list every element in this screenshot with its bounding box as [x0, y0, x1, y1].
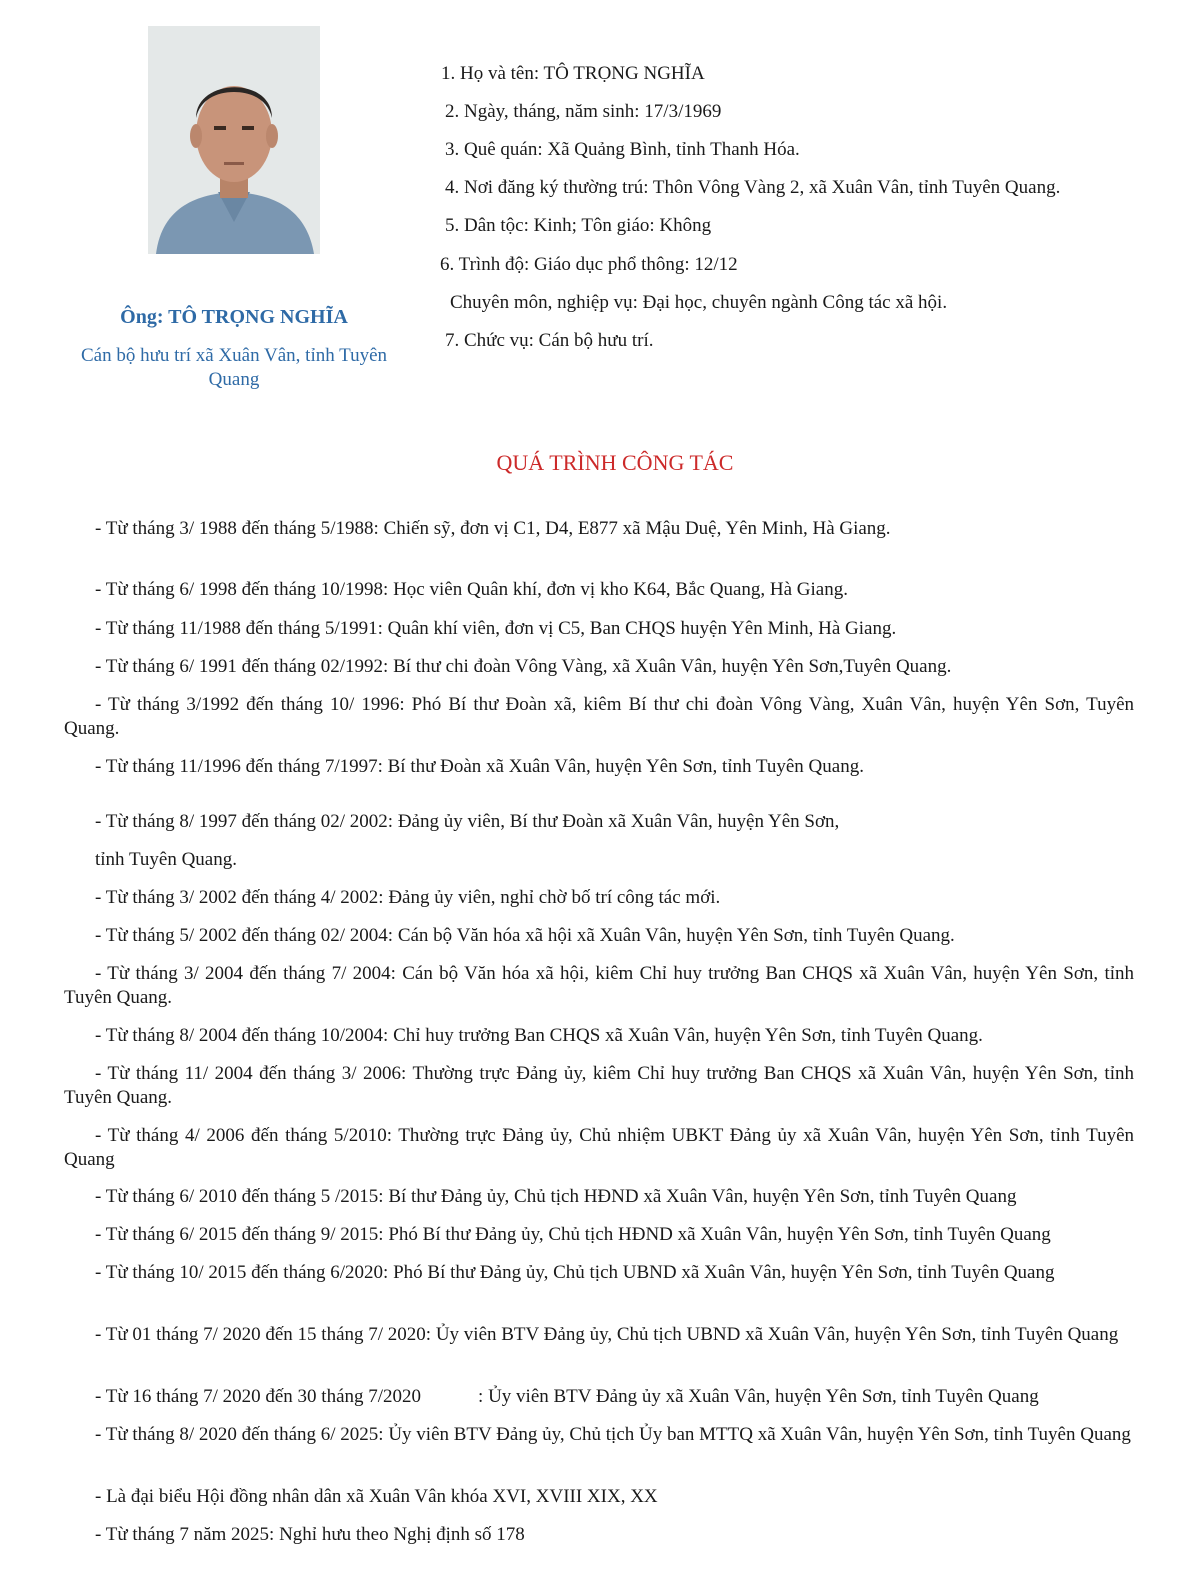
history-entry: - Từ tháng 8/ 2020 đến tháng 6/ 2025: Ủy viên BTV Đảng ủy, Chủ tịch Ủy ban MTTQ xã Xuân Vân, huyện Yên Sơn, tỉnh Tuyên Quang [95, 1424, 1131, 1445]
caption-role: Cán bộ hưu trí xã Xuân Vân, tỉnh Tuyên Quang [80, 345, 388, 390]
history-entry: - Từ tháng 4/ 2006 đến tháng 5/2010: Thường trực Đảng ủy, Chủ nhiệm UBKT Đảng ủy xã Xuân Vân, huyện Yên Sơn, tỉnh Tuyên Quang [64, 1125, 1134, 1170]
history-entry-continuation: tỉnh Tuyên Quang. [95, 849, 237, 870]
info-education: 6. Trình độ: Giáo dục phổ thông: 12/12 [440, 254, 738, 275]
history-entry: - Từ tháng 6/ 1998 đến tháng 10/1998: Học viên Quân khí, đơn vị kho K64, Bắc Quang, Hà Giang. [95, 579, 848, 600]
info-residence: 4. Nơi đăng ký thường trú: Thôn Vông Vàng 2, xã Xuân Vân, tỉnh Tuyên Quang. [445, 177, 1061, 198]
history-entry: - Từ tháng 5/ 2002 đến tháng 02/ 2004: Cán bộ Văn hóa xã hội xã Xuân Vân, huyện Yên Sơn, tỉnh Tuyên Quang. [95, 925, 955, 946]
history-entry: - Từ tháng 7 năm 2025: Nghỉ hưu theo Nghị định số 178 [95, 1524, 525, 1545]
history-entry: - Từ tháng 8/ 2004 đến tháng 10/2004: Chỉ huy trưởng Ban CHQS xã Xuân Vân, huyện Yên Sơn, tỉnh Tuyên Quang. [95, 1025, 983, 1046]
info-ethnicity-religion: 5. Dân tộc: Kinh; Tôn giáo: Không [445, 215, 712, 236]
history-entry: - Từ tháng 3/ 2002 đến tháng 4/ 2002: Đảng ủy viên, nghỉ chờ bố trí công tác mới. [95, 887, 721, 908]
info-birth-date: 2. Ngày, tháng, năm sinh: 17/3/1969 [445, 101, 722, 122]
history-entry: - Từ tháng 3/ 1988 đến tháng 5/1988: Chiến sỹ, đơn vị C1, D4, E877 xã Mậu Duệ, Yên Minh, Hà Giang. [95, 518, 891, 539]
history-entry: - Từ tháng 11/ 2004 đến tháng 3/ 2006: Thường trực Đảng ủy, kiêm Chỉ huy trưởng Ban CHQS xã Xuân Vân, huyện Yên Sơn, tỉnh Tuyên Quang. [64, 1063, 1134, 1108]
history-entry: - Từ tháng 6/ 2015 đến tháng 9/ 2015: Phó Bí thư Đảng ủy, Chủ tịch HĐND xã Xuân Vân, huyện Yên Sơn, tỉnh Tuyên Quang [95, 1224, 1051, 1245]
info-full-name: 1. Họ và tên: TÔ TRỌNG NGHĨA [441, 63, 705, 84]
info-position: 7. Chức vụ: Cán bộ hưu trí. [445, 330, 654, 351]
history-entry: - Từ 01 tháng 7/ 2020 đến 15 tháng 7/ 2020: Ủy viên BTV Đảng ủy, Chủ tịch UBND xã Xuân Vân, huyện Yên Sơn, tỉnh Tuyên Quang [95, 1324, 1119, 1345]
portrait-illustration [148, 26, 320, 254]
history-entry: - Từ tháng 3/ 2004 đến tháng 7/ 2004: Cán bộ Văn hóa xã hội, kiêm Chỉ huy trưởng Ban CHQS xã Xuân Vân, huyện Yên Sơn, tỉnh Tuyên Quang. [64, 963, 1134, 1008]
caption-name: Ông: TÔ TRỌNG NGHĨA [120, 306, 348, 328]
info-hometown: 3. Quê quán: Xã Quảng Bình, tỉnh Thanh Hóa. [445, 139, 800, 160]
info-specialty: Chuyên môn, nghiệp vụ: Đại học, chuyên ngành Công tác xã hội. [450, 292, 948, 313]
portrait-photo [148, 26, 320, 254]
history-entry: - Từ tháng 6/ 1991 đến tháng 02/1992: Bí thư chi đoàn Vông Vàng, xã Xuân Vân, huyện Yên Sơn,Tuyên Quang. [95, 656, 952, 677]
history-entry: - Từ tháng 8/ 1997 đến tháng 02/ 2002: Đảng ủy viên, Bí thư Đoàn xã Xuân Vân, huyện Yên Sơn, [95, 811, 840, 832]
history-entry: - Từ 16 tháng 7/ 2020 đến 30 tháng 7/2020 : Ủy viên BTV Đảng ủy xã Xuân Vân, huyện Yên Sơn, tỉnh Tuyên Quang [95, 1386, 1039, 1407]
history-entry: - Từ tháng 3/1992 đến tháng 10/ 1996: Phó Bí thư Đoàn xã, kiêm Bí thư chi đoàn Vông Vàng, Xuân Vân, huyện Yên Sơn, Tuyên Quang. [64, 694, 1134, 739]
history-entry: - Từ tháng 6/ 2010 đến tháng 5 /2015: Bí thư Đảng ủy, Chủ tịch HĐND xã Xuân Vân, huyện Yên Sơn, tỉnh Tuyên Quang [95, 1186, 1017, 1207]
history-entry: - Từ tháng 10/ 2015 đến tháng 6/2020: Phó Bí thư Đảng ủy, Chủ tịch UBND xã Xuân Vân, huyện Yên Sơn, tỉnh Tuyên Quang [95, 1262, 1055, 1283]
history-entry: - Là đại biểu Hội đồng nhân dân xã Xuân Vân khóa XVI, XVIII XIX, XX [95, 1486, 658, 1507]
history-entry: - Từ tháng 11/1996 đến tháng 7/1997: Bí thư Đoàn xã Xuân Vân, huyện Yên Sơn, tỉnh Tuyên Quang. [95, 756, 864, 777]
history-entry: - Từ tháng 11/1988 đến tháng 5/1991: Quân khí viên, đơn vị C5, Ban CHQS huyện Yên Minh, Hà Giang. [95, 618, 897, 639]
section-title: QUÁ TRÌNH CÔNG TÁC [496, 450, 734, 475]
